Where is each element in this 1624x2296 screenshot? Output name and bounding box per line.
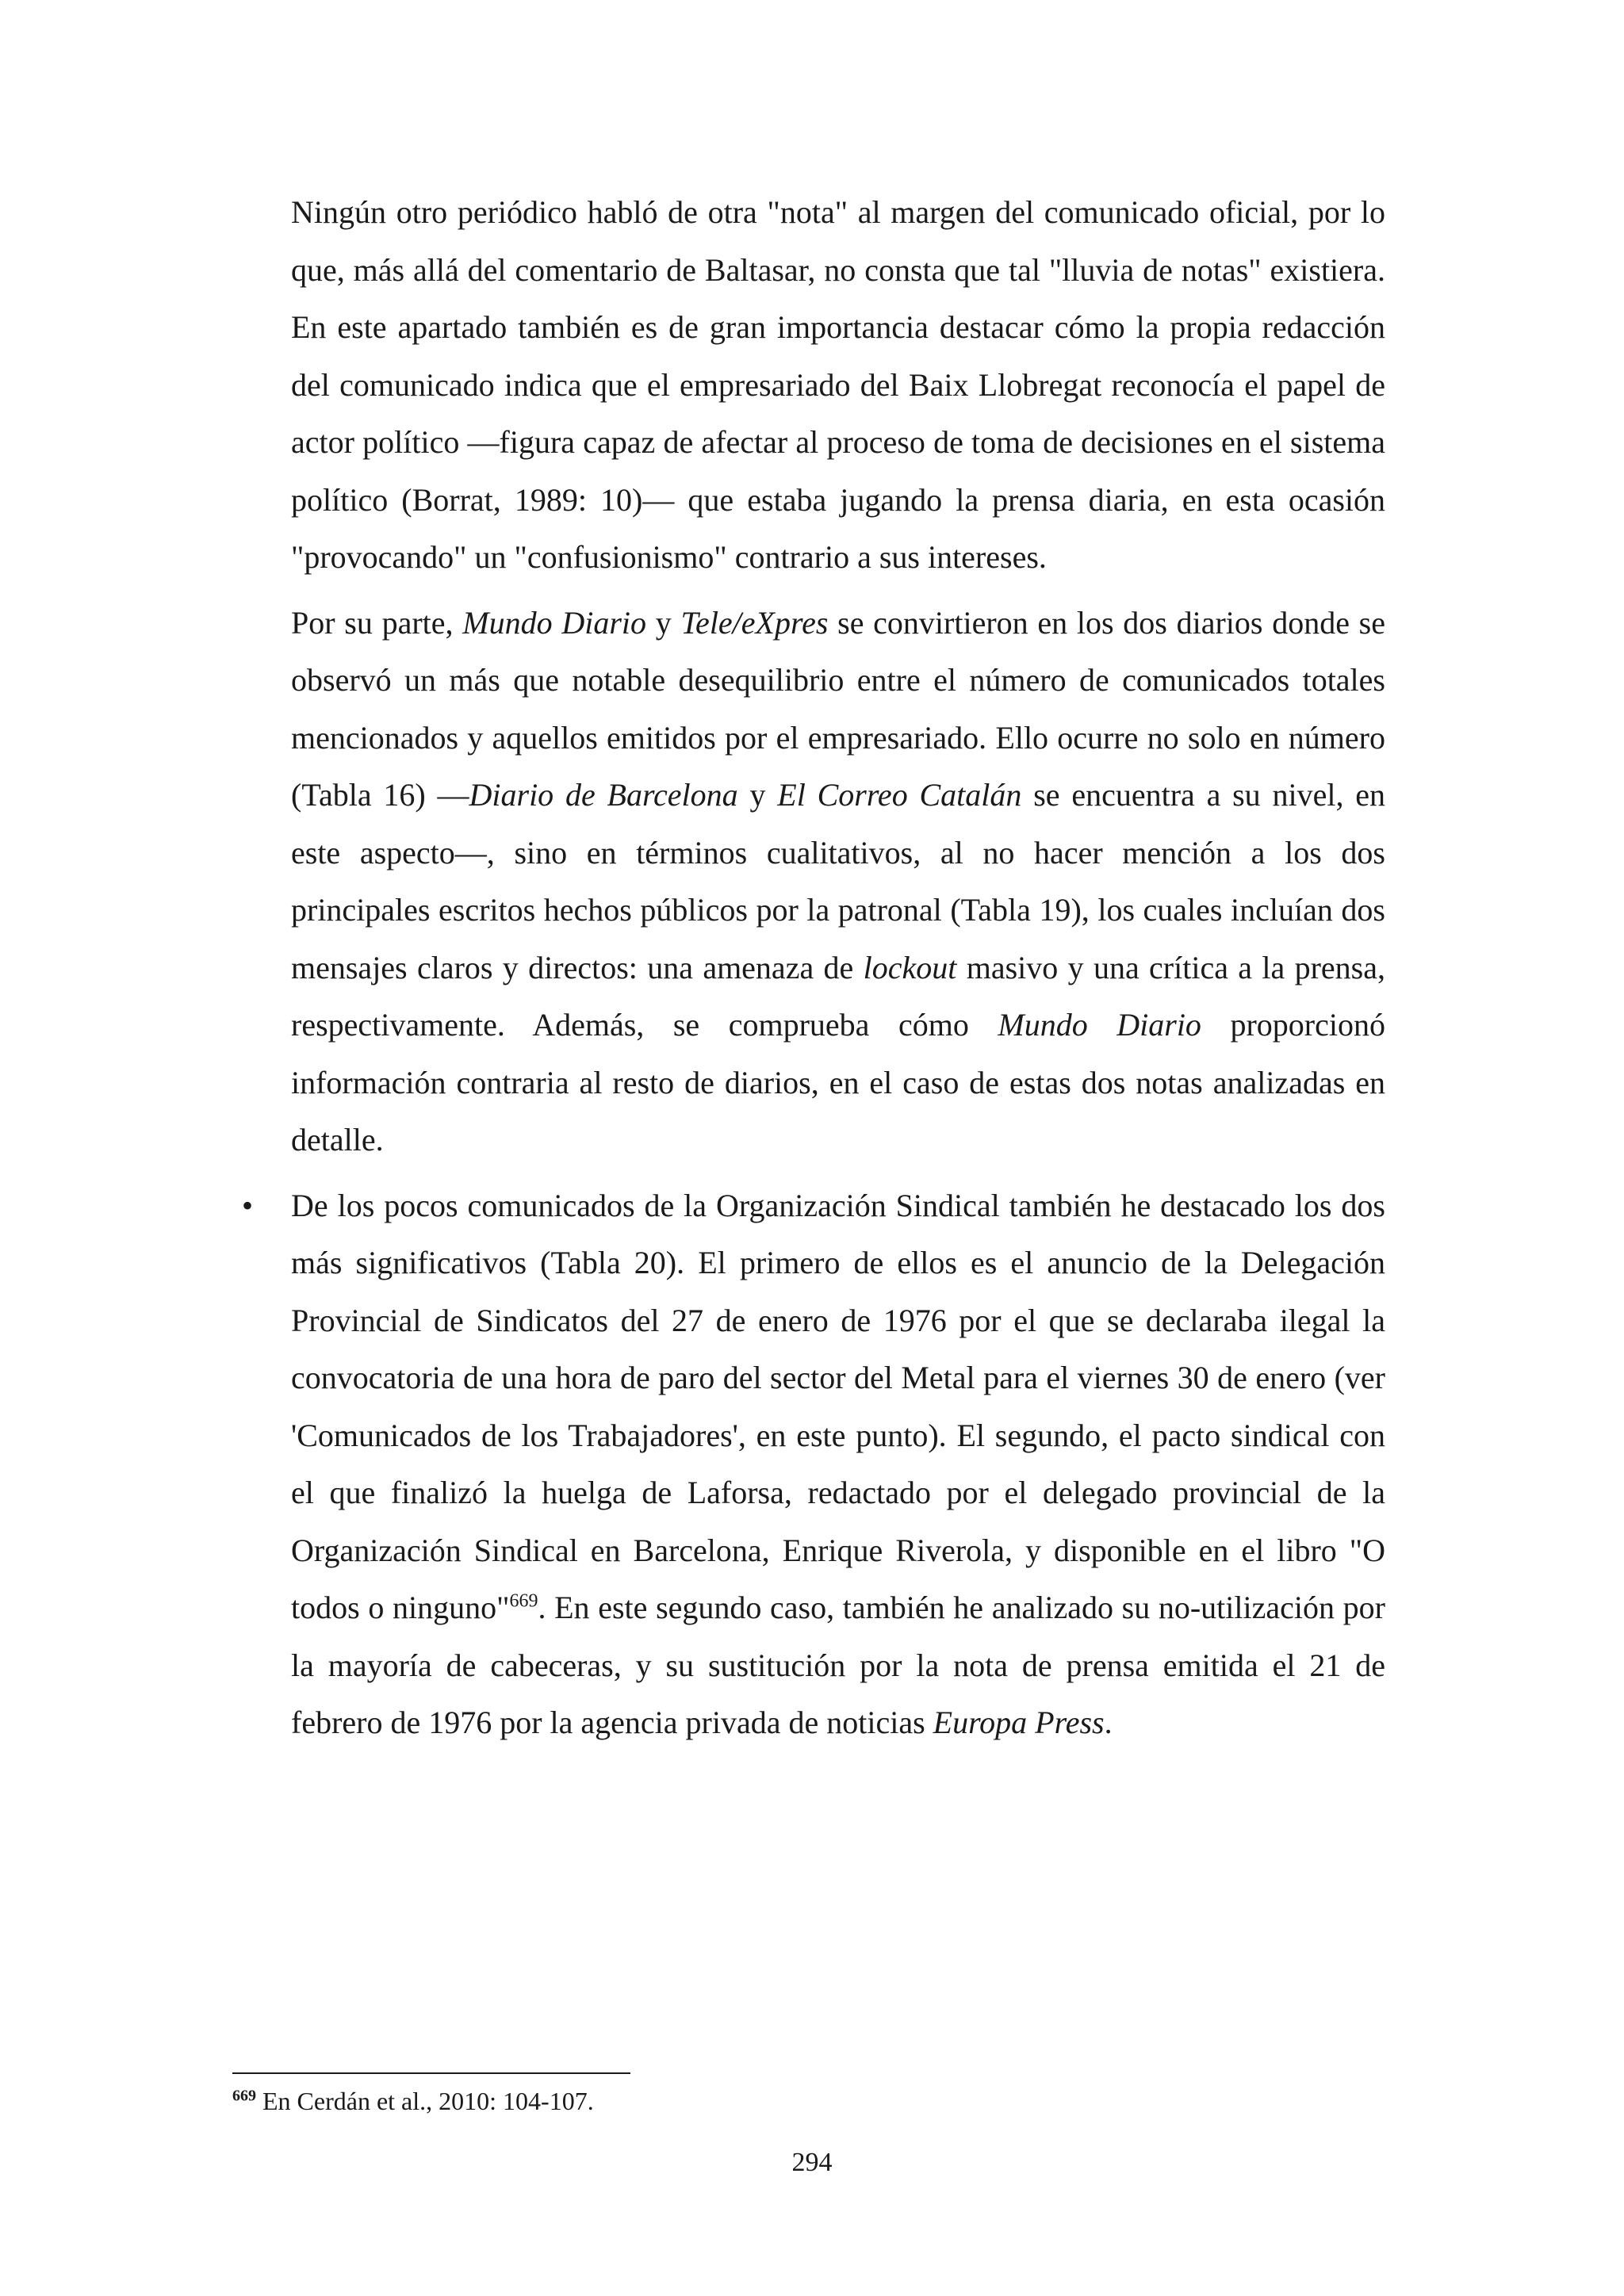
newspaper-title: Tele/eXpres [680, 604, 829, 641]
newspaper-title: Mundo Diario [998, 1007, 1201, 1043]
footnote-divider [232, 2072, 630, 2074]
text-segment: proporcionó información contraria al resto de diarios, en el caso de estas dos notas analizadas en detalle. [291, 1007, 1385, 1158]
text-segment: se convirtieron en los dos diarios donde se observó un más que notable desequilibrio entre el número de comunicados totales mencionados y aquellos emitidos por el empresariado. Ello ocurre no solo en número (Tabla 16) — [291, 604, 1386, 813]
text-segment: se encuentra a su nivel, en este aspecto—, sino en términos cualitativos, al no hacer mención a los dos principales escritos hechos públicos por la patronal (Tabla 19), los cuales incluían dos mensajes claros y directos: una amenaza de [291, 777, 1386, 985]
text-segment: . [1104, 1705, 1113, 1740]
italic-term: lockout [863, 949, 957, 985]
bullet-paragraph [242, 1177, 1385, 1752]
footnote [232, 2084, 1385, 2118]
newspaper-title: Mundo Diario [462, 604, 647, 641]
footnote-reference[interactable]: 669 [509, 1590, 538, 1612]
footnote-text: En Cerdán et al., 2010: 104-107. [256, 2087, 594, 2115]
paragraph-1 [291, 184, 1385, 587]
newspaper-title: El Correo Catalán [777, 777, 1022, 813]
body-text [242, 184, 1386, 1752]
text-segment: y [646, 604, 681, 641]
paragraph-2 [291, 595, 1385, 1169]
text-segment: De los pocos comunicados de la Organización Sindical también he destacado los dos más significativos (Tabla 20). El primero de ellos es el anuncio de la Delegación Provincial de Sindicatos del 27 de enero de 1976 por el que se declaraba ilegal la convocatoria de una hora de paro del sector del Metal para el viernes 30 de enero (ver 'Comunicados de los Trabajadores', en este punto). El segundo, el pacto sindical con el que finalizó la huelga de Laforsa, redactado por el delegado provincial de la Organización Sindical en Barcelona, Enrique Riverola, y disponible en el libro "O todos o ninguno" [291, 1187, 1385, 1625]
text-segment: Por su parte, [291, 604, 463, 641]
page-number: 294 [791, 2148, 833, 2177]
footnote-number: 669 [232, 2087, 256, 2105]
text-segment: y [737, 777, 778, 813]
agency-name: Europa Press [933, 1705, 1105, 1740]
text-segment: Ningún otro periódico habló de otra "nota" al margen del comunicado oficial, por lo que, más allá del comentario de Baltasar, no consta que tal "lluvia de notas" existiera. En este apartado también es de gran importancia destacar cómo la propia redacción del comunicado indica que el empresariado del Baix Llobregat reconocía el papel de actor político —figura capaz de afectar al proceso de toma de decisiones en el sistema político (Borrat, 1989: 10)— que estaba jugando la prensa diaria, en esta ocasión "provocando" un "confusionismo" contrario a sus intereses. [291, 194, 1385, 575]
text-segment: . En este segundo caso, también he analizado su no-utilización por la mayoría de cabeceras, y su sustitución por la nota de prensa emitida el 21 de febrero de 1976 por la agencia privada de noticias [291, 1590, 1385, 1740]
text-segment: masivo y una crítica a la prensa, respectivamente. Además, se comprueba cómo [291, 949, 1385, 1043]
bullet-icon: • [242, 1187, 254, 1223]
newspaper-title: Diario de Barcelona [469, 777, 738, 813]
